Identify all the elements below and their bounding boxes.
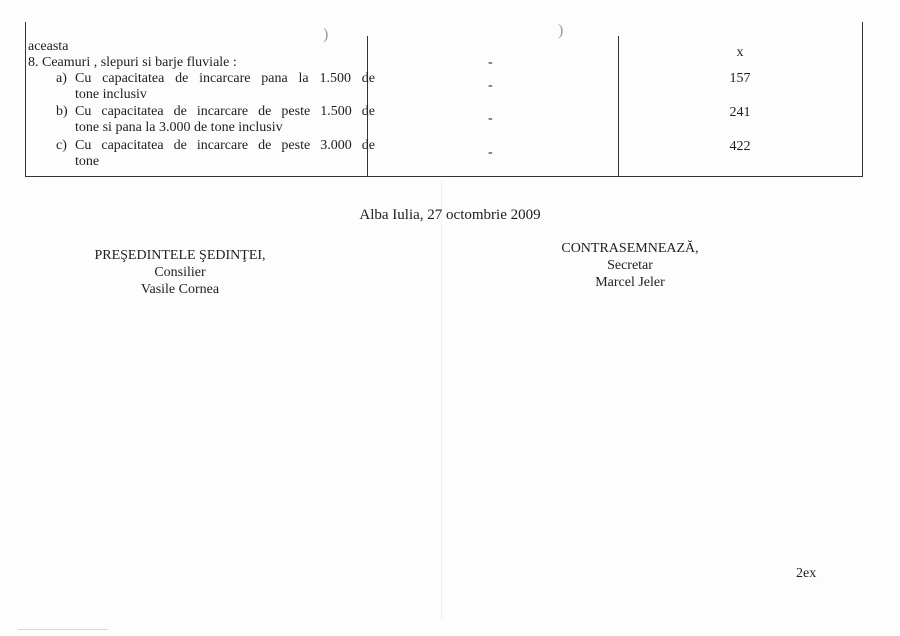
table-row-word: capacitatea [102,71,165,86]
table-row-word: incarcare [196,138,249,153]
table-row-text-line: tone inclusiv [75,87,147,102]
signature-role: Consilier [154,265,206,280]
table-row-dash: - [488,111,493,126]
table-row-word: pana [261,71,288,86]
table-row-value: 157 [729,71,751,86]
table-row-word: de [258,138,272,153]
table-row-dash: - [488,78,493,93]
signature-title: PREŞEDINTELE ŞEDINŢEI, [94,248,266,263]
table-row-text-line: tone si pana la 3.000 de tone inclusiv [75,120,283,135]
table-row-word: 1.500 [319,71,351,86]
table-row-word: de [361,71,375,86]
table-row-dash: - [488,55,493,70]
table-row-word: de [258,104,272,119]
table-row-word: 1.500 [320,104,352,119]
signature-block-secretary [510,240,750,291]
table-row-word: peste [281,104,311,119]
scan-mark: ) [558,22,564,39]
signature-title: CONTRASEMNEAZĂ, [561,241,699,256]
table-row-text [75,104,375,120]
table-column-divider [862,22,863,176]
table-row-heading: 8. Ceamuri , slepuri si barje fluviale : [28,55,237,70]
table-row-word: de [361,138,375,153]
table-row-word: Cu [75,104,92,119]
table-row-text-line: tone [75,154,100,169]
signature-role: Secretar [607,258,653,273]
table-row-label: c) [56,138,67,153]
place-and-date: Alba Iulia, 27 octombrie 2009 [359,207,541,223]
table-row-word: incarcare [199,71,251,86]
table-row-value: x [736,45,744,60]
signature-name: Marcel Jeler [595,275,665,290]
table-row-word: capacitatea [101,104,164,119]
table-row-word: incarcare [196,104,249,119]
table-row-word: de [361,104,375,119]
table-row-word: capacitatea [101,138,164,153]
table-row-label: a) [56,71,67,86]
table-column-divider [618,36,619,176]
table-row-label: b) [56,104,68,119]
table-row-word: peste [281,138,311,153]
signature-block-president [60,247,300,298]
scan-artifact-line [18,629,108,630]
table-row-word: Cu [75,71,92,86]
table-row-word: Cu [75,138,92,153]
table-row-value: 422 [729,139,751,154]
table-row-text [75,71,375,87]
signature-name: Vasile Cornea [140,282,220,297]
scan-mark: ) [323,26,329,43]
table-row-text: aceasta [28,39,69,54]
table-row-word: de [173,138,187,153]
table-row-text [75,138,375,154]
table-row-word: de [173,104,187,119]
scan-artifact-line [441,180,442,620]
table-row-word: 3.000 [320,138,352,153]
table-row-dash: - [488,145,493,160]
table-row-value: 241 [729,105,751,120]
table-row-word: de [175,71,189,86]
table-row-word: la [298,71,309,86]
copies-note: 2ex [796,566,817,581]
